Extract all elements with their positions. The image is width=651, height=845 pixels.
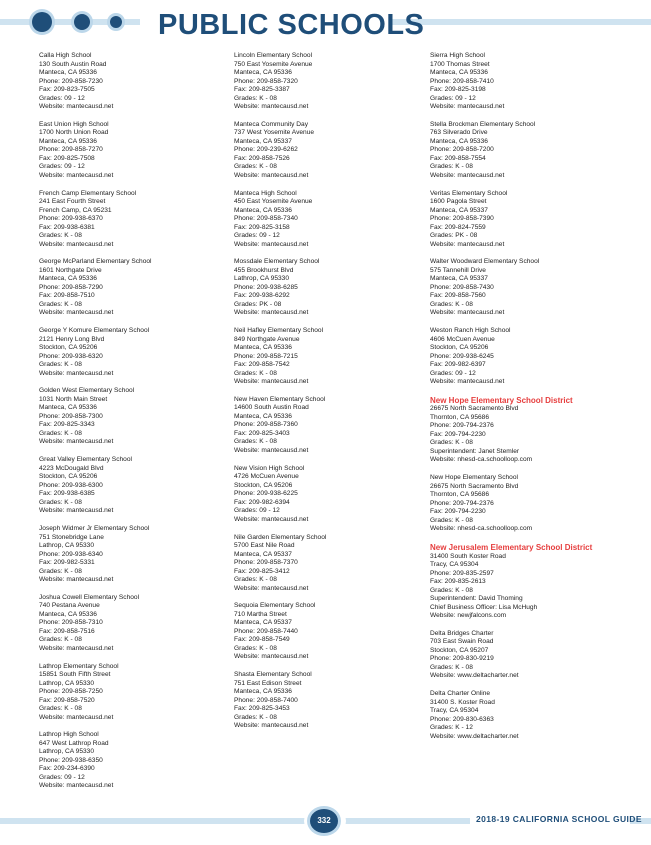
school-entry [39,190,224,250]
phone-line: Phone: 209-858-7270 [39,146,103,154]
fax-line: Fax: 209-835-2613 [430,578,486,586]
address-line: Tracy, CA 95304 [430,707,479,715]
school-name: New Vision High School [234,464,305,472]
grades-line: Grades: K - 08 [39,636,82,644]
fax-line: Fax: 209-938-6292 [234,292,290,300]
school-entry [234,121,419,181]
address-line: Thornton, CA 95686 [430,413,490,421]
phone-line: Phone: 209-858-7430 [430,283,494,291]
website-line: Website: www.deltacharter.net [430,672,519,680]
address-line: 31400 S. Koster Road [430,698,495,706]
website-line: Website: mantecausd.net [234,378,309,386]
school-entry [430,190,630,250]
website-line: Website: mantecausd.net [39,438,114,446]
fax-line: Fax: 209-794-2230 [430,430,486,438]
address-line: Manteca, CA 95336 [234,688,292,696]
website-line: Website: mantecausd.net [234,309,309,317]
website-line: Website: mantecausd.net [39,507,114,515]
address-line: Lathrop, CA 95330 [234,275,289,283]
school-entry [234,465,419,525]
fax-line: Fax: 209-858-7520 [39,696,95,704]
grades-line: Grades: K - 08 [234,644,277,652]
address-line: Stockton, CA 95207 [430,646,489,654]
address-line: 849 Northgate Avenue [234,335,300,343]
website-line: Website: mantecausd.net [234,446,309,454]
fax-line: Fax: 209-858-7516 [39,627,95,635]
district-entry [430,543,630,621]
school-name: New Hope Elementary School [430,474,518,482]
website-line: Website: mantecausd.net [234,653,309,661]
address-line: French Camp, CA 95231 [39,206,112,214]
fax-line: Fax: 209-825-3453 [234,705,290,713]
fax-line: Fax: 209-825-3412 [234,567,290,575]
address-line: 450 East Yosemite Avenue [234,198,313,206]
school-name: Walter Woodward Elementary School [430,258,540,266]
header-dot-small [110,16,122,28]
address-line: 4606 McCuen Avenue [430,335,495,343]
grades-line: Grades: 09 - 12 [39,773,85,781]
phone-line: Phone: 209-858-7340 [234,215,298,223]
website-line: Website: mantecausd.net [39,309,114,317]
grades-line: Grades: 09 - 12 [234,232,280,240]
school-name: Delta Bridges Charter [430,629,494,637]
address-line: 455 Brookhurst Blvd [234,266,294,274]
phone-line: Phone: 209-858-7215 [234,352,298,360]
website-line: Website: mantecausd.net [234,515,309,523]
district-entry [430,396,630,465]
school-name: Nile Garden Elementary School [234,533,327,541]
column-2 [234,52,419,740]
address-line: 4223 McDougald Blvd [39,464,104,472]
phone-line: Phone: 209-835-2597 [430,569,494,577]
school-name: Lathrop High School [39,731,99,739]
school-name: Joseph Widmer Jr Elementary School [39,525,150,533]
address-line: Tracy, CA 95304 [430,561,479,569]
grades-line: Grades: K - 08 [234,94,277,102]
address-line: 241 East Fourth Street [39,198,106,206]
school-entry [430,690,630,741]
phone-line: Phone: 209-858-7440 [234,627,298,635]
address-line: Manteca, CA 95336 [234,344,292,352]
school-entry [39,387,224,447]
grades-line: Grades: K - 08 [430,516,473,524]
grades-line: Grades: K - 08 [39,705,82,713]
grades-line: Grades: K - 08 [39,232,82,240]
grades-line: Grades: K - 12 [430,724,473,732]
grades-line: Grades: 09 - 12 [39,94,85,102]
address-line: Manteca, CA 95336 [430,69,488,76]
website-line: Website: mantecausd.net [39,713,114,721]
fax-line: Fax: 209-982-6394 [234,498,290,506]
address-line: Manteca, CA 95337 [234,137,292,145]
grades-line: Grades: K - 08 [234,163,277,171]
address-line: Manteca, CA 95336 [234,69,292,76]
fax-line: Fax: 209-938-6381 [39,223,95,231]
address-line: 15851 South Fifth Street [39,671,111,679]
phone-line: Phone: 209-858-7230 [39,77,103,85]
address-line: 1031 North Main Street [39,395,108,403]
phone-line: Phone: 209-858-7300 [39,412,103,420]
address-line: 2121 Henry Long Blvd [39,335,105,343]
address-line: 751 East Edison Street [234,679,302,687]
address-line: 703 East Swain Road [430,638,494,646]
grades-line: Grades: K - 08 [430,663,473,671]
address-line: Manteca, CA 95336 [39,69,97,76]
website-line: Website: nhesd-ca.schoolloop.com [430,525,533,533]
address-line: 737 West Yosemite Avenue [234,129,315,137]
phone-line: Phone: 209-938-6300 [39,481,103,489]
school-name: Joshua Cowell Elementary School [39,593,140,601]
school-name: Manteca High School [234,189,297,197]
school-name: Weston Ranch High School [430,327,511,335]
website-line: Website: mantecausd.net [430,103,505,110]
website-line: Website: mantecausd.net [39,171,114,179]
school-entry [234,258,419,318]
grades-line: Grades: K - 08 [234,438,277,446]
fax-line: Fax: 209-858-7554 [430,154,486,162]
address-line: Stockton, CA 95206 [430,344,489,352]
fax-line: Fax: 209-823-7505 [39,86,95,93]
school-name: Delta Charter Online [430,690,491,698]
school-name: Sierra High School [430,52,485,59]
school-name: Golden West Elementary School [39,387,135,395]
address-line: 710 Martha Street [234,610,287,618]
address-line: 751 Stonebridge Lane [39,533,104,541]
phone-line: Phone: 209-858-7290 [39,283,103,291]
school-name: Lincoln Elementary School [234,52,313,59]
school-entry [430,52,630,112]
school-name: Neil Hafley Elementary School [234,327,324,335]
school-entry [430,474,630,534]
address-line: 26675 North Sacramento Blvd [430,405,519,413]
address-line: 1700 North Union Road [39,129,109,137]
school-entry [39,258,224,318]
website-line: Website: mantecausd.net [39,644,114,652]
school-entry [39,594,224,654]
school-name: French Camp Elementary School [39,189,137,197]
phone-line: Phone: 209-830-6363 [430,715,494,723]
fax-line: Fax: 209-858-7526 [234,154,290,162]
contact-line: Superintendent: Janet Stemler [430,447,520,455]
phone-line: Phone: 209-858-7250 [39,688,103,696]
address-line: Lathrop, CA 95330 [39,748,94,756]
grades-line: Grades: 09 - 12 [430,94,476,102]
phone-line: Phone: 209-239-6262 [234,146,298,154]
school-name: Sequoia Elementary School [234,602,316,610]
address-line: Stockton, CA 95206 [39,473,98,481]
fax-line: Fax: 209-794-2230 [430,508,486,516]
fax-line: Fax: 209-858-7549 [234,636,290,644]
phone-line: Phone: 209-938-6285 [234,283,298,291]
address-line: 4726 McCuen Avenue [234,473,299,481]
school-entry [234,534,419,594]
column-3 [430,52,630,750]
phone-line: Phone: 209-938-6350 [39,756,103,764]
address-line: Manteca, CA 95336 [430,137,488,145]
school-entry [39,52,224,112]
fax-line: Fax: 209-825-3198 [430,86,486,93]
address-line: Manteca, CA 95336 [39,275,97,283]
grades-line: Grades: K - 08 [234,576,277,584]
website-line: Website: mantecausd.net [234,171,309,179]
district-name: New Hope Elementary School District [430,395,573,405]
website-line: Website: mantecausd.net [39,240,114,248]
phone-line: Phone: 209-830-9219 [430,655,494,663]
phone-line: Phone: 209-858-7310 [39,619,103,627]
address-line: 31400 South Koster Road [430,552,506,560]
grades-line: Grades: K - 08 [39,361,82,369]
address-line: 763 Silverado Drive [430,129,488,137]
website-line: Website: mantecausd.net [39,576,114,584]
phone-line: Phone: 209-794-2376 [430,499,494,507]
fax-line: Fax: 209-825-3387 [234,86,290,93]
address-line: 14600 South Austin Road [234,404,309,412]
fax-line: Fax: 209-234-6390 [39,765,95,773]
website-line: Website: mantecausd.net [430,378,505,386]
guide-title: 2018-19 CALIFORNIA SCHOOL GUIDE [476,814,642,824]
address-line: 575 Tannehill Drive [430,266,486,274]
phone-line: Phone: 209-938-6225 [234,490,298,498]
contact-line: Chief Business Officer: Lisa McHugh [430,603,538,611]
address-line: Manteca, CA 95337 [234,550,292,558]
website-line: Website: mantecausd.net [39,369,114,377]
school-name: Lathrop Elementary School [39,662,119,670]
address-line: Manteca, CA 95336 [234,412,292,420]
school-name: Stella Brockman Elementary School [430,120,536,128]
grades-line: Grades: K - 08 [430,300,473,308]
school-entry [39,663,224,723]
website-line: Website: mantecausd.net [39,782,114,790]
address-line: Manteca, CA 95337 [430,206,488,214]
school-entry [39,456,224,516]
school-name: George McParland Elementary School [39,258,152,266]
address-line: Lathrop, CA 95330 [39,679,94,687]
school-name: George Y Komure Elementary School [39,327,150,335]
school-entry [430,121,630,181]
school-entry [234,602,419,662]
school-entry [39,327,224,378]
column-1 [39,52,224,800]
school-entry [39,731,224,791]
grades-line: Grades: K - 08 [234,369,277,377]
website-line: Website: nhesd-ca.schoolloop.com [430,456,533,464]
fax-line: Fax: 209-858-7542 [234,361,290,369]
website-line: Website: mantecausd.net [39,103,114,110]
grades-line: Grades: PK - 08 [430,232,478,240]
address-line: Stockton, CA 95206 [234,481,293,489]
address-line: Manteca, CA 95336 [234,206,292,214]
address-line: Manteca, CA 95337 [430,275,488,283]
address-line: Manteca, CA 95336 [39,137,97,145]
header-dot-large [32,12,52,32]
address-line: Lathrop, CA 95330 [39,542,94,550]
website-line: Website: mantecausd.net [430,240,505,248]
address-line: 1700 Thomas Street [430,60,490,68]
phone-line: Phone: 209-858-7410 [430,77,494,85]
phone-line: Phone: 209-938-6245 [430,352,494,360]
school-entry [234,52,419,112]
website-line: Website: mantecausd.net [430,309,505,317]
phone-line: Phone: 209-858-7320 [234,77,298,85]
phone-line: Phone: 209-858-7360 [234,421,298,429]
school-entry [39,525,224,585]
grades-line: Grades: PK - 08 [234,300,282,308]
school-entry [234,327,419,387]
grades-line: Grades: 09 - 12 [234,507,280,515]
school-entry [234,671,419,731]
address-line: 647 West Lathrop Road [39,739,109,747]
grades-line: Grades: K - 08 [430,163,473,171]
contact-line: Superintendent: David Thoming [430,595,523,603]
address-line: Manteca, CA 95336 [39,610,97,618]
grades-line: Grades: K - 08 [39,567,82,575]
grades-line: Grades: 09 - 12 [39,163,85,171]
website-line: Website: mantecausd.net [234,584,309,592]
phone-line: Phone: 209-858-7370 [234,559,298,567]
phone-line: Phone: 209-938-6340 [39,550,103,558]
address-line: Manteca, CA 95336 [39,404,97,412]
fax-line: Fax: 209-825-3343 [39,421,95,429]
address-line: 1600 Pagola Street [430,198,487,206]
address-line: 750 East Yosemite Avenue [234,60,313,68]
fax-line: Fax: 209-858-7560 [430,292,486,300]
address-line: 1601 Northgate Drive [39,266,102,274]
school-entry [430,630,630,681]
website-line: Website: mantecausd.net [234,103,309,110]
fax-line: Fax: 209-824-7559 [430,223,486,231]
grades-line: Grades: 09 - 12 [430,369,476,377]
school-entry [39,121,224,181]
page-title: PUBLIC SCHOOLS [158,9,425,41]
fax-line: Fax: 209-825-7508 [39,154,95,162]
school-entry [430,258,630,318]
phone-line: Phone: 209-858-7200 [430,146,494,154]
page-number: 332 [310,809,338,833]
grades-line: Grades: K - 08 [39,300,82,308]
address-line: 5700 East Nile Road [234,542,295,550]
grades-line: Grades: K - 08 [430,586,473,594]
school-name: New Haven Elementary School [234,395,326,403]
school-name: Great Valley Elementary School [39,456,132,464]
school-entry [430,327,630,387]
school-entry [234,396,419,456]
phone-line: Phone: 209-858-7390 [430,215,494,223]
address-line: 130 South Austin Road [39,60,107,68]
fax-line: Fax: 209-858-7510 [39,292,95,300]
fax-line: Fax: 209-982-6397 [430,361,486,369]
grades-line: Grades: K - 08 [234,713,277,721]
website-line: Website: mantecausd.net [234,240,309,248]
phone-line: Phone: 209-858-7400 [234,696,298,704]
website-line: Website: newjfalcons.com [430,612,507,620]
fax-line: Fax: 209-825-3158 [234,223,290,231]
school-name: East Union High School [39,120,109,128]
address-line: Manteca, CA 95337 [234,619,292,627]
address-line: 740 Pestana Avenue [39,602,100,610]
header-dot-medium [74,14,90,30]
school-name: Mossdale Elementary School [234,258,320,266]
grades-line: Grades: K - 08 [39,429,82,437]
address-line: Stockton, CA 95206 [39,344,98,352]
school-name: Manteca Community Day [234,120,309,128]
website-line: Website: mantecausd.net [234,722,309,730]
phone-line: Phone: 209-938-6320 [39,352,103,360]
school-name: Shasta Elementary School [234,671,312,679]
phone-line: Phone: 209-938-6370 [39,215,103,223]
grades-line: Grades: K - 08 [39,498,82,506]
address-line: Thornton, CA 95686 [430,491,490,499]
school-name: Calla High School [39,52,92,59]
fax-line: Fax: 209-938-6385 [39,490,95,498]
address-line: 26675 North Sacramento Blvd [430,482,519,490]
phone-line: Phone: 209-794-2376 [430,422,494,430]
grades-line: Grades: K - 08 [430,439,473,447]
website-line: Website: mantecausd.net [430,171,505,179]
district-name: New Jerusalem Elementary School District [430,543,593,553]
fax-line: Fax: 209-982-5331 [39,559,95,567]
school-entry [234,190,419,250]
fax-line: Fax: 209-825-3403 [234,429,290,437]
website-line: Website: www.deltacharter.net [430,732,519,740]
school-name: Veritas Elementary School [430,189,508,197]
